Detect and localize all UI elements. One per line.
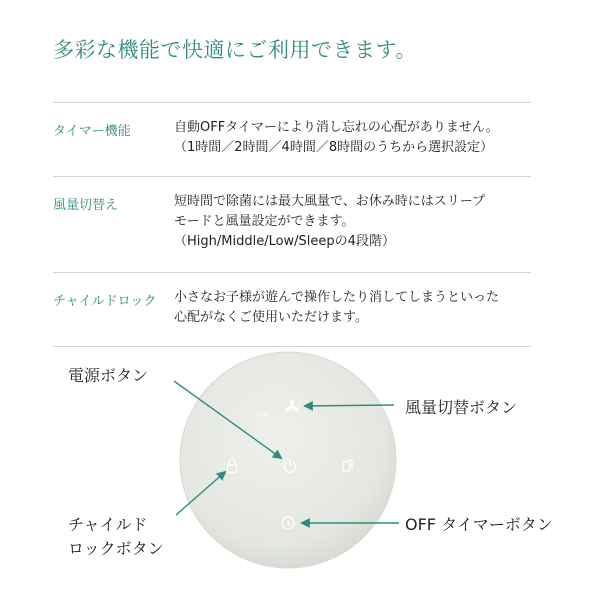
feature-label-timer: タイマー機能 — [53, 124, 131, 139]
page-heading: 多彩な機能で快適にご利用できます。 — [53, 38, 417, 62]
feature-desc-line: 心配がなくご使用いただけます。 — [174, 310, 368, 325]
feature-desc-line: 小さなお子様が遊んで操作したり消してしまうといった — [174, 290, 500, 305]
control-panel — [180, 352, 396, 568]
fan-level-label: Low — [257, 412, 267, 418]
feature-desc-line: 自動OFFタイマーにより消し忘れの心配がありません。 — [174, 120, 499, 135]
feature-desc-line: （1時間／2時間／4時間／8時間のうちから選択設定） — [174, 140, 494, 155]
feature-label-child-lock: チャイルドロック — [53, 294, 157, 309]
callout-timer: OFF タイマーボタン — [405, 515, 553, 534]
callout-child-lock — [68, 513, 164, 561]
feature-desc-line: 短時間で除菌には最大風量で、お休み時にはスリープ — [174, 194, 486, 209]
callout-fan: 風量切替ボタン — [405, 398, 518, 417]
callout-child-lock-line: チャイルド — [68, 515, 148, 534]
callout-child-lock-line: ロックボタン — [68, 539, 164, 558]
fan-arrow — [305, 405, 394, 406]
feature-desc-line: モードと風量設定ができます。 — [174, 214, 355, 229]
callout-power: 電源ボタン — [68, 366, 149, 385]
feature-label-fan: 風量切替え — [53, 198, 119, 213]
feature-desc-line: （High/Middle/Low/Sleepの4段階） — [174, 234, 395, 249]
